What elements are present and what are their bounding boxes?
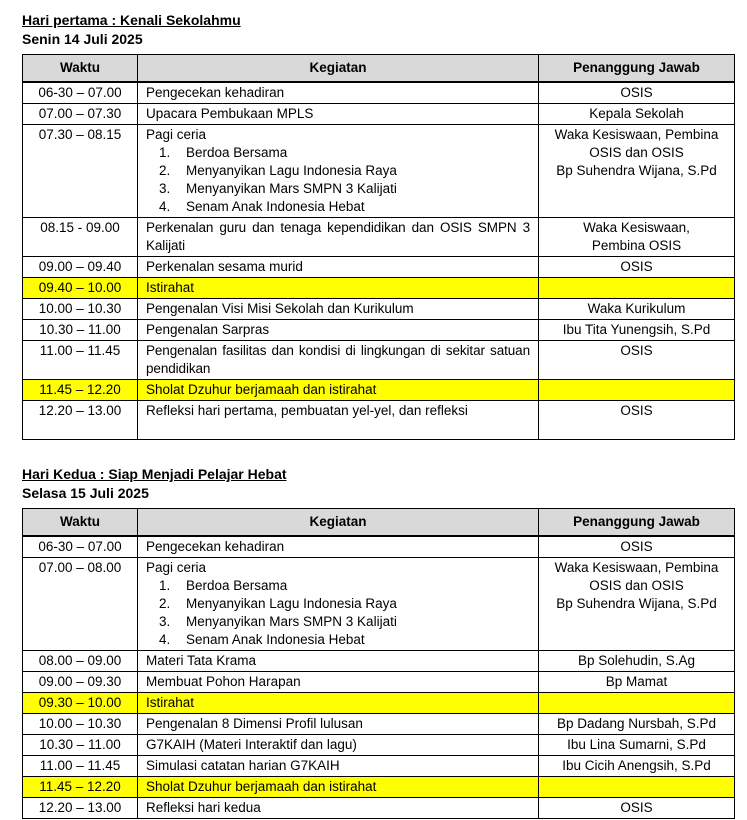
time-cell: 09.00 – 09.40: [23, 257, 138, 278]
activity-cell: [138, 735, 539, 756]
time-cell: 09.40 – 10.00: [23, 278, 138, 299]
pj-line: OSIS dan OSIS: [589, 578, 684, 593]
activity-cell: [138, 125, 539, 218]
activity-text: Perkenalan sesama murid: [146, 259, 303, 274]
table-row: [23, 401, 735, 440]
activity-cell: [138, 536, 539, 558]
activity-cell: [138, 299, 539, 320]
time-cell: 09.00 – 09.30: [23, 672, 138, 693]
activity-text: Istirahat: [146, 695, 195, 710]
activity-cell: [138, 278, 539, 299]
pj-line: OSIS: [620, 800, 653, 815]
pj-line: OSIS: [620, 85, 653, 100]
time-cell: 06-30 – 07.00: [23, 536, 138, 558]
list-item-text: Senam Anak Indonesia Hebat: [186, 632, 365, 647]
pj-cell: [539, 104, 735, 125]
activity-text: Pengecekan kehadiran: [146, 85, 285, 100]
table-row: [23, 536, 735, 558]
activity-text: Istirahat: [146, 280, 195, 295]
pj-cell: [539, 714, 735, 735]
pj-line: Ibu Lina Sumarni, S.Pd: [567, 737, 706, 752]
pj-line: Pembina OSIS: [591, 238, 682, 253]
activity-text: G7KAIH (Materi Interaktif dan lagu): [146, 737, 357, 752]
list-number: 3.: [159, 181, 171, 196]
activity-text: Pengenalan fasilitas dan kondisi di lingkungan di sekitar satuan pendidikan: [146, 343, 530, 376]
activity-intro: Pagi ceria: [146, 560, 207, 575]
table-row: [23, 798, 735, 819]
activity-intro: Pagi ceria: [146, 127, 207, 142]
activity-cell: [138, 341, 539, 380]
pj-cell: [539, 798, 735, 819]
blank-line: [146, 420, 530, 438]
time-cell: 11.45 – 12.20: [23, 380, 138, 401]
time-cell: 10.00 – 10.30: [23, 299, 138, 320]
col-header-waktu: Waktu: [23, 509, 138, 537]
table-row: [23, 651, 735, 672]
activity-cell: [138, 693, 539, 714]
time-cell: 08.00 – 09.00: [23, 651, 138, 672]
list-item-text: Menyanyikan Mars SMPN 3 Kalijati: [186, 614, 397, 629]
activity-cell: [138, 401, 539, 440]
list-number: 2.: [159, 596, 171, 611]
time-cell: 11.00 – 11.45: [23, 756, 138, 777]
col-header-penanggung-jawab: Penanggung Jawab: [539, 55, 735, 83]
activity-list-item: [146, 595, 530, 613]
pj-line: Bp Mamat: [605, 674, 668, 689]
pj-line: Waka Kurikulum: [587, 301, 686, 316]
activity-text: Materi Tata Krama: [146, 653, 257, 668]
pj-line: Kepala Sekolah: [589, 106, 684, 121]
activity-list-item: [146, 144, 530, 162]
pj-line: OSIS: [620, 259, 653, 274]
activity-cell: [138, 257, 539, 278]
activity-text: Pengenalan Visi Misi Sekolah dan Kurikulum: [146, 301, 414, 316]
pj-cell: [539, 536, 735, 558]
day-title: Hari pertama : Kenali Sekolahmu: [22, 12, 241, 28]
activity-list-item: [146, 577, 530, 595]
pj-cell: [539, 672, 735, 693]
day-section: [22, 465, 734, 819]
activity-cell: [138, 714, 539, 735]
activity-cell: [138, 558, 539, 651]
highlight-row: [23, 777, 735, 798]
day-section: [22, 11, 734, 440]
time-cell: 12.20 – 13.00: [23, 401, 138, 440]
table-row: [23, 82, 735, 104]
table-header-row: [23, 509, 735, 537]
activity-list-item: [146, 198, 530, 216]
time-cell: 12.20 – 13.00: [23, 798, 138, 819]
pj-cell: [539, 401, 735, 440]
pj-line: Bp Suhendra Wijana, S.Pd: [556, 596, 717, 611]
table-header-row: [23, 55, 735, 83]
table-row: [23, 714, 735, 735]
pj-cell: [539, 558, 735, 651]
activity-list-item: [146, 631, 530, 649]
schedule-days-container: [22, 11, 734, 819]
list-item-text: Menyanyikan Mars SMPN 3 Kalijati: [186, 181, 397, 196]
pj-cell: [539, 299, 735, 320]
pj-cell: [539, 82, 735, 104]
activity-cell: [138, 651, 539, 672]
activity-text: Pengenalan Sarpras: [146, 322, 270, 337]
list-item-text: Senam Anak Indonesia Hebat: [186, 199, 365, 214]
activity-cell: [138, 320, 539, 341]
col-header-kegiatan: Kegiatan: [138, 509, 539, 537]
day-date: Senin 14 Juli 2025: [22, 31, 143, 47]
pj-cell: [539, 380, 735, 401]
pj-cell: [539, 341, 735, 380]
time-cell: 10.00 – 10.30: [23, 714, 138, 735]
list-item-text: Berdoa Bersama: [186, 145, 288, 160]
activity-text: Pengenalan 8 Dimensi Profil lulusan: [146, 716, 363, 731]
activity-list-item: [146, 180, 530, 198]
time-cell: 09.30 – 10.00: [23, 693, 138, 714]
pj-cell: [539, 278, 735, 299]
pj-line: Waka Kesiswaan,: [583, 220, 690, 235]
table-row: [23, 341, 735, 380]
activity-text: Sholat Dzuhur berjamaah dan istirahat: [146, 382, 377, 397]
time-cell: 07.30 – 08.15: [23, 125, 138, 218]
list-number: 4.: [159, 632, 171, 647]
time-cell: 10.30 – 11.00: [23, 735, 138, 756]
activity-cell: [138, 756, 539, 777]
pj-line: OSIS: [620, 343, 653, 358]
list-number: 1.: [159, 578, 171, 593]
pj-line: Bp Suhendra Wijana, S.Pd: [556, 163, 717, 178]
col-header-kegiatan: Kegiatan: [138, 55, 539, 83]
pj-line: Ibu Tita Yunengsih, S.Pd: [562, 322, 711, 337]
col-header-waktu: Waktu: [23, 55, 138, 83]
activity-cell: [138, 218, 539, 257]
time-cell: 08.15 - 09.00: [23, 218, 138, 257]
list-item-text: Berdoa Bersama: [186, 578, 288, 593]
table-row: [23, 218, 735, 257]
pj-cell: [539, 651, 735, 672]
activity-text: Simulasi catatan harian G7KAIH: [146, 758, 340, 773]
table-row: [23, 558, 735, 651]
pj-line: Bp Solehudin, S.Ag: [577, 653, 696, 668]
table-row: [23, 672, 735, 693]
activity-text: Refleksi hari pertama, pembuatan yel-yel, dan refleksi: [146, 403, 468, 418]
list-number: 4.: [159, 199, 171, 214]
pj-cell: [539, 125, 735, 218]
activity-text: Upacara Pembukaan MPLS: [146, 106, 314, 121]
col-header-penanggung-jawab: Penanggung Jawab: [539, 509, 735, 537]
highlight-row: [23, 693, 735, 714]
pj-cell: [539, 777, 735, 798]
time-cell: 07.00 – 08.00: [23, 558, 138, 651]
activity-cell: [138, 672, 539, 693]
activity-text: Pengecekan kehadiran: [146, 539, 285, 554]
list-item-text: Menyanyikan Lagu Indonesia Raya: [186, 163, 397, 178]
activity-text: Membuat Pohon Harapan: [146, 674, 301, 689]
time-cell: 06-30 – 07.00: [23, 82, 138, 104]
pj-cell: [539, 320, 735, 341]
table-row: [23, 257, 735, 278]
schedule-table: [22, 54, 735, 440]
pj-cell: [539, 257, 735, 278]
pj-line: Waka Kesiswaan, Pembina: [554, 560, 719, 575]
table-row: [23, 104, 735, 125]
pj-cell: [539, 693, 735, 714]
activity-cell: [138, 380, 539, 401]
activity-cell: [138, 82, 539, 104]
pj-line: Bp Dadang Nursbah, S.Pd: [556, 716, 717, 731]
schedule-table: [22, 508, 735, 819]
list-number: 3.: [159, 614, 171, 629]
time-cell: 10.30 – 11.00: [23, 320, 138, 341]
table-row: [23, 320, 735, 341]
highlight-row: [23, 380, 735, 401]
table-row: [23, 756, 735, 777]
activity-text: Perkenalan guru dan tenaga kependidikan dan OSIS SMPN 3 Kalijati: [146, 220, 530, 253]
highlight-row: [23, 278, 735, 299]
pj-line: Ibu Cicih Anengsih, S.Pd: [562, 758, 711, 773]
day-date: Selasa 15 Juli 2025: [22, 485, 149, 501]
list-number: 2.: [159, 163, 171, 178]
pj-cell: [539, 735, 735, 756]
table-row: [23, 125, 735, 218]
activity-cell: [138, 104, 539, 125]
activity-cell: [138, 798, 539, 819]
activity-text: Sholat Dzuhur berjamaah dan istirahat: [146, 779, 377, 794]
table-row: [23, 735, 735, 756]
time-cell: 11.45 – 12.20: [23, 777, 138, 798]
day-title: Hari Kedua : Siap Menjadi Pelajar Hebat: [22, 466, 287, 482]
activity-text: Refleksi hari kedua: [146, 800, 261, 815]
activity-list-item: [146, 162, 530, 180]
list-item-text: Menyanyikan Lagu Indonesia Raya: [186, 596, 397, 611]
time-cell: 07.00 – 07.30: [23, 104, 138, 125]
pj-line: OSIS dan OSIS: [589, 145, 684, 160]
pj-line: OSIS: [620, 539, 653, 554]
pj-cell: [539, 756, 735, 777]
pj-line: Waka Kesiswaan, Pembina: [554, 127, 719, 142]
pj-line: OSIS: [620, 403, 653, 418]
activity-list-item: [146, 613, 530, 631]
activity-cell: [138, 777, 539, 798]
time-cell: 11.00 – 11.45: [23, 341, 138, 380]
table-row: [23, 299, 735, 320]
list-number: 1.: [159, 145, 171, 160]
pj-cell: [539, 218, 735, 257]
